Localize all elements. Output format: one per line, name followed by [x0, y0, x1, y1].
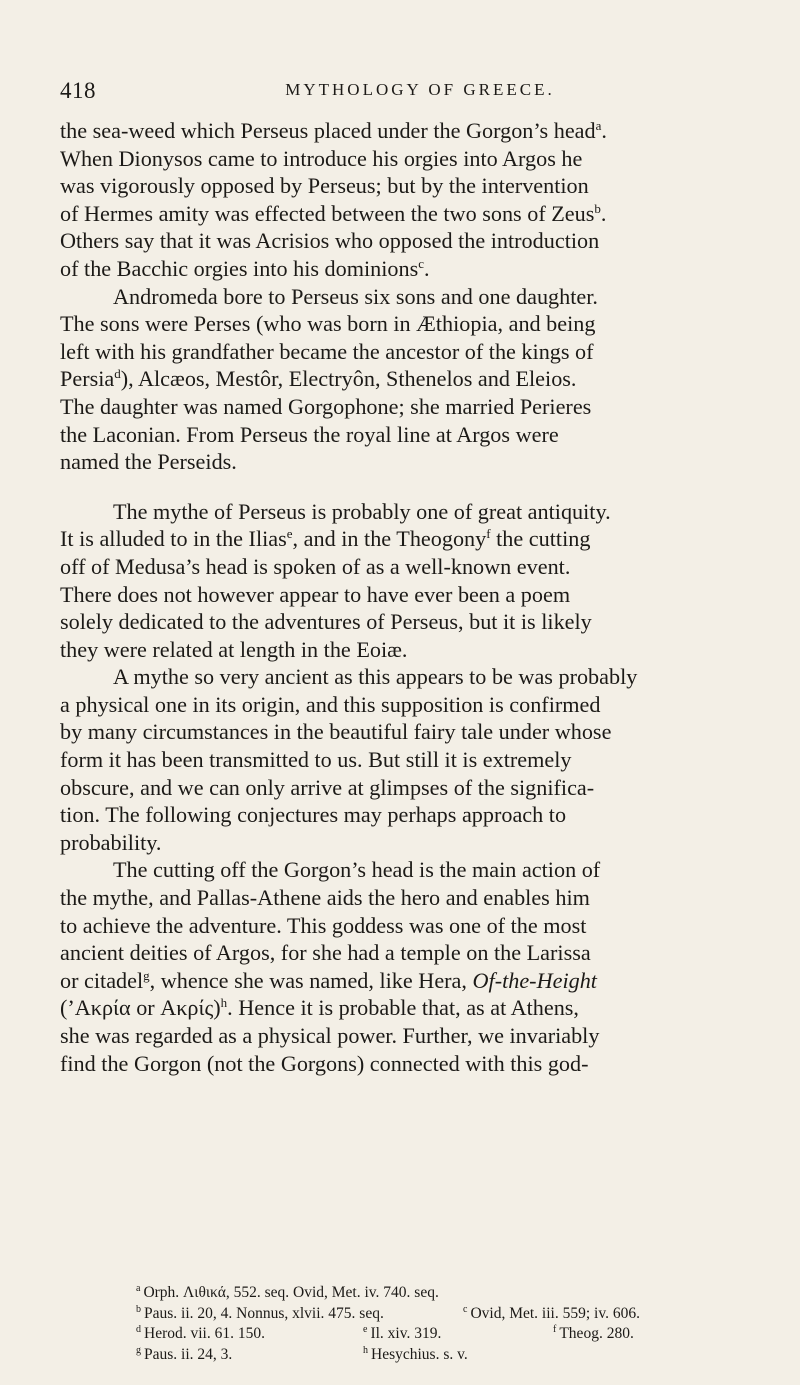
footnote [136, 1345, 232, 1366]
footnote-marker: a [595, 118, 602, 133]
text-line [60, 553, 773, 581]
text-line [60, 421, 773, 449]
text-line [60, 801, 773, 829]
line-text: , and in the Theogony [292, 526, 487, 552]
text-line [60, 525, 773, 553]
line-text: left with his grandfather became the ancestor of the kings of [60, 338, 594, 364]
line-text: form it has been transmitted to us. But still it is extremely [60, 747, 572, 773]
footnote-text: Theog. 280. [559, 1325, 634, 1343]
footnote-mark: g [136, 1344, 141, 1356]
footnote [363, 1324, 441, 1345]
footnote-text: Orph. Λιθικά, 552. seq. Ovid, Met. iv. 740. seq. [143, 1284, 439, 1301]
text-line [60, 939, 773, 967]
text-line [60, 912, 773, 940]
text-line [60, 172, 773, 200]
line-text: solely dedicated to the adventures of Perseus, but it is likely [60, 609, 592, 635]
line-text: named the Perseids. [60, 449, 237, 475]
footnote-marker: b [594, 200, 601, 216]
line-text: Persia [60, 366, 115, 392]
line-text: by many circumstances in the beautiful fairy tale under whose [60, 719, 612, 745]
footnote [136, 1283, 439, 1304]
text-line [113, 856, 773, 884]
footnote-text: Herod. vii. 61. 150. [144, 1325, 265, 1343]
footnote-marker: e [286, 526, 293, 542]
text-line [60, 227, 773, 255]
line-text: probability. [60, 829, 162, 855]
text-line [60, 117, 773, 145]
text-line [60, 200, 773, 228]
footnote-mark: a [136, 1283, 141, 1294]
text-line [60, 636, 773, 664]
text-line [60, 448, 773, 476]
line-text: to achieve the adventure. This goddess was one of the most [60, 912, 587, 938]
line-text: The sons were Perses (who was born in Æthiopia, and being [60, 311, 596, 337]
line-text: obscure, and we can only arrive at glimpses of the significa- [60, 774, 595, 800]
line-text: a physical one in its origin, and this supposition is confirmed [60, 691, 601, 717]
line-text: or citadel [60, 967, 144, 993]
footnote-row [136, 1304, 756, 1325]
footnote-marker: c [418, 255, 425, 271]
footnote-row [136, 1283, 756, 1304]
footnote-marker: h [220, 995, 228, 1011]
text-line [113, 498, 773, 526]
footnote-mark: h [363, 1344, 368, 1356]
line-text: the mythe, and Pallas-Athene aids the hero and enables him [60, 885, 590, 911]
footnote-mark: d [136, 1324, 141, 1336]
text-line [60, 691, 773, 719]
line-text: The cutting off the Gorgon’s head is the main action of [113, 857, 601, 883]
footnote-text: Paus. ii. 20, 4. Nonnus, xlvii. 475. seq. [144, 1304, 384, 1322]
line-text: she was regarded as a physical power. Further, we invariably [60, 1023, 600, 1048]
paragraph-gap [113, 476, 773, 498]
text-line [60, 774, 773, 802]
footnote-mark: e [363, 1324, 368, 1336]
footnote [363, 1345, 468, 1366]
footnote [553, 1324, 634, 1345]
text-line [60, 746, 773, 774]
body-text [60, 117, 773, 1077]
line-text: off of Medusa’s head is spoken of as a well-known event. [60, 553, 571, 579]
text-line [60, 365, 773, 393]
page-number: 418 [60, 78, 96, 103]
line-text: Others say that it was Acrisios who opposed the introduction [60, 228, 600, 254]
footnotes [136, 1283, 756, 1365]
line-text: . Hence it is probable that, as at Athens, [227, 995, 579, 1021]
line-text: of the Bacchic orgies into his dominions [60, 255, 419, 281]
line-text: A mythe so very ancient as this appears to be was probably [113, 664, 638, 690]
line-text: find the Gorgon (not the Gorgons) connected with this god- [60, 1050, 589, 1076]
text-line [60, 393, 773, 421]
footnote-marker: g [143, 967, 150, 983]
text-line [60, 1050, 773, 1078]
line-text: . [600, 200, 607, 226]
footnote-marker: f [486, 526, 491, 542]
footnote-text: Hesychius. s. v. [371, 1345, 468, 1363]
page-header [60, 78, 740, 108]
line-text: The mythe of Perseus is probably one of great antiquity. [113, 498, 611, 524]
footnote-row [136, 1345, 756, 1366]
footnote-row [136, 1324, 756, 1345]
footnote-text: Il. xiv. 319. [370, 1325, 442, 1343]
line-text: . [601, 118, 607, 143]
line-text: Andromeda bore to Perseus six sons and one daughter. [113, 283, 598, 309]
text-line [60, 310, 773, 338]
line-text: tion. The following conjectures may perhaps approach to [60, 802, 567, 828]
text-line [60, 884, 773, 912]
italic-text: Of-the-Height [472, 967, 597, 993]
footnote-mark: b [136, 1303, 141, 1315]
line-text: the Laconian. From Perseus the royal line at Argos were [60, 421, 559, 447]
line-text: the cutting [490, 526, 591, 552]
line-text: . [424, 255, 430, 281]
footnote-text: Ovid, Met. iii. 559; iv. 606. [470, 1304, 640, 1322]
footnote [136, 1304, 384, 1325]
text-line [60, 718, 773, 746]
line-text: , whence she was named, like Hera, [149, 967, 473, 993]
footnote [136, 1324, 265, 1345]
line-text: of Hermes amity was effected between the two sons of Zeus [60, 200, 595, 226]
line-text: they were related at length in the Eoiæ. [60, 636, 408, 662]
line-text: ancient deities of Argos, for she had a temple on the Larissa [60, 940, 591, 966]
line-text: The daughter was named Gorgophone; she married Perieres [60, 393, 592, 419]
text-line [60, 967, 773, 995]
line-text: the sea-weed which Perseus placed under the Gorgon’s head [60, 118, 596, 143]
line-text: was vigorously opposed by Perseus; but by the intervention [60, 173, 589, 199]
text-line [60, 255, 773, 283]
text-line [113, 283, 773, 311]
text-line [60, 1022, 773, 1050]
footnote-text: Paus. ii. 24, 3. [144, 1345, 233, 1363]
text-line [60, 581, 773, 609]
text-line [113, 663, 773, 691]
line-text: (’Ακρία or Ακρίς) [60, 995, 221, 1021]
footnote-mark: c [463, 1303, 468, 1315]
text-line [60, 338, 773, 366]
text-line [60, 829, 773, 857]
footnote [463, 1304, 640, 1325]
line-text: There does not however appear to have ever been a poem [60, 581, 571, 607]
text-line [60, 145, 773, 173]
line-text: It is alluded to in the Ilias [60, 526, 287, 552]
text-line [60, 994, 773, 1022]
footnote-mark: f [553, 1324, 557, 1336]
text-line [60, 608, 773, 636]
footnote-marker: d [114, 366, 121, 382]
running-head: MYTHOLOGY OF GREECE. [285, 80, 555, 99]
line-text: ), Alcæos, Mestôr, Electryôn, Sthenelos and Eleios. [120, 366, 577, 392]
line-text: When Dionysos came to introduce his orgies into Argos he [60, 145, 583, 171]
